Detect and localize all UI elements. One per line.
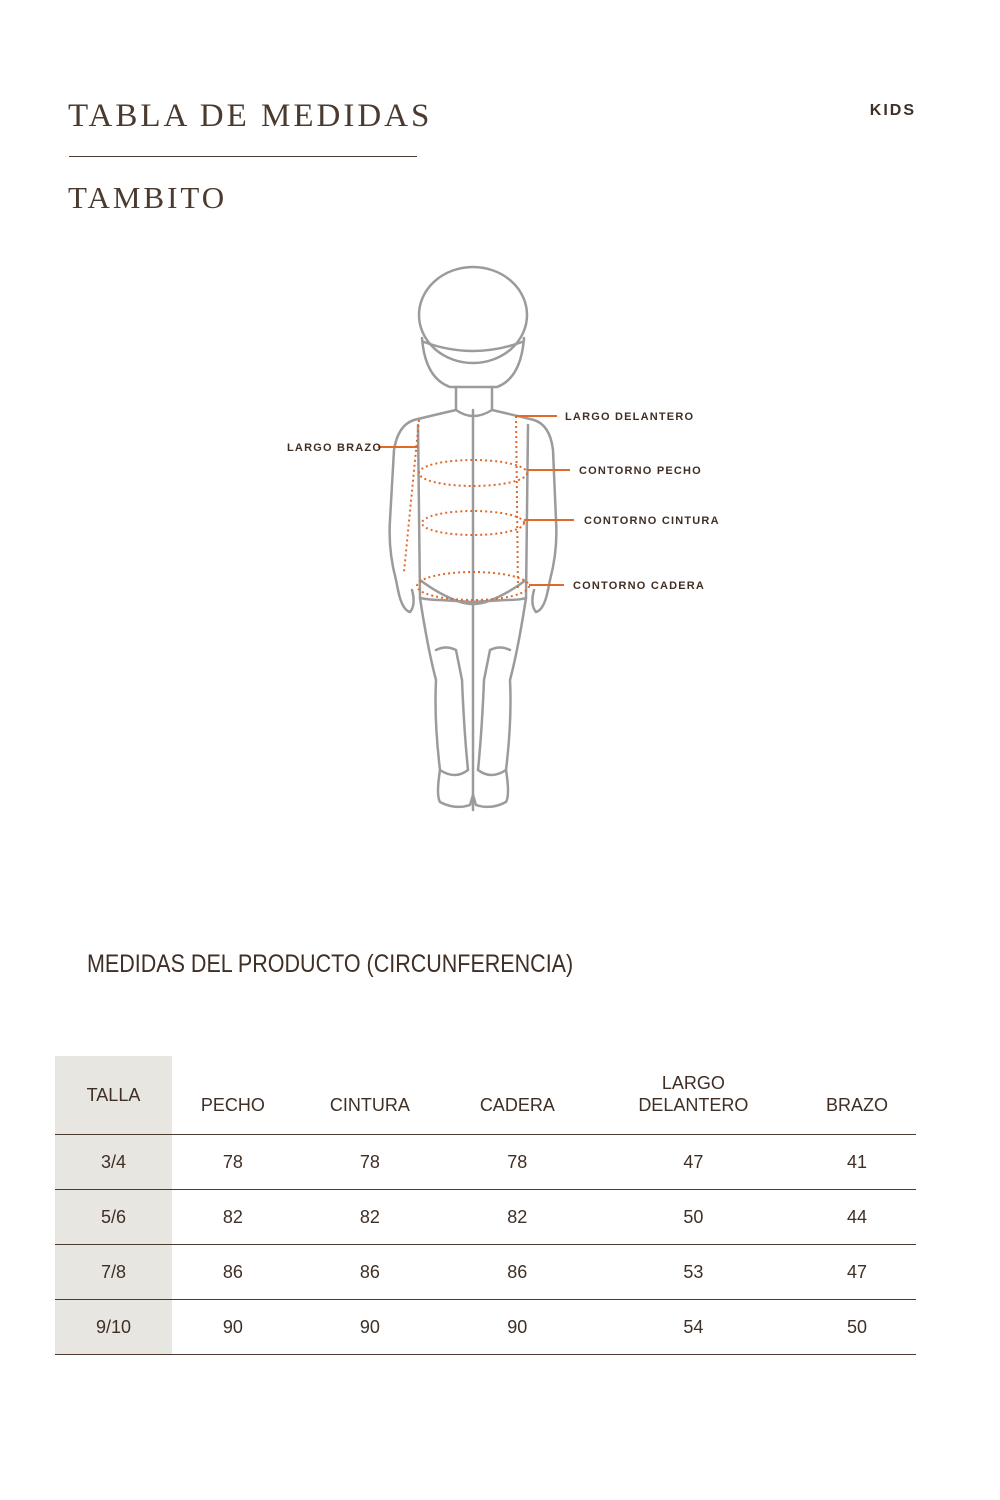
- cell-brazo: 44: [798, 1190, 916, 1245]
- cell-cadera: 78: [446, 1135, 589, 1190]
- body-outline: [390, 267, 557, 810]
- cell-cintura: 82: [294, 1190, 446, 1245]
- cell-cadera: 82: [446, 1190, 589, 1245]
- cell-cadera: 86: [446, 1245, 589, 1300]
- cell-brazo: 47: [798, 1245, 916, 1300]
- label-contorno-pecho: CONTORNO PECHO: [579, 465, 702, 477]
- table-row: [55, 1300, 916, 1355]
- cell-cintura: 86: [294, 1245, 446, 1300]
- header-talla: TALLA: [55, 1056, 172, 1135]
- table-header-row: [55, 1056, 916, 1135]
- measurement-guides: [378, 416, 574, 600]
- cell-largo-delantero: 47: [589, 1135, 798, 1190]
- cell-largo-delantero: 50: [589, 1190, 798, 1245]
- cell-pecho: 86: [172, 1245, 294, 1300]
- title-divider: [69, 156, 417, 157]
- cell-largo-delantero: 54: [589, 1300, 798, 1355]
- cell-talla: 3/4: [55, 1135, 172, 1190]
- cell-cadera: 90: [446, 1300, 589, 1355]
- category-label: KIDS: [869, 102, 916, 119]
- cell-brazo: 50: [798, 1300, 916, 1355]
- measurement-figure: [0, 250, 1000, 830]
- label-largo-delantero: LARGO DELANTERO: [565, 411, 695, 423]
- page-title: TABLA DE MEDIDAS: [68, 98, 433, 134]
- cell-pecho: 82: [172, 1190, 294, 1245]
- cell-talla: 9/10: [55, 1300, 172, 1355]
- cell-cintura: 90: [294, 1300, 446, 1355]
- cell-talla: 7/8: [55, 1245, 172, 1300]
- cell-largo-delantero: 53: [589, 1245, 798, 1300]
- size-table: [55, 1056, 916, 1355]
- table-row: [55, 1190, 916, 1245]
- cell-cintura: 78: [294, 1135, 446, 1190]
- header-cadera: CADERA: [479, 1095, 555, 1115]
- header-brazo: BRAZO: [825, 1095, 888, 1115]
- header-cintura: CINTURA: [329, 1095, 410, 1115]
- label-contorno-cadera: CONTORNO CADERA: [573, 580, 706, 592]
- label-contorno-cintura: CONTORNO CINTURA: [584, 515, 720, 527]
- cell-pecho: 90: [172, 1300, 294, 1355]
- table-title: MEDIDAS DEL PRODUCTO (CIRCUNFERENCIA): [87, 950, 574, 978]
- cell-talla: 5/6: [55, 1190, 172, 1245]
- header-pecho: PECHO: [200, 1095, 265, 1115]
- product-name: TAMBITO: [68, 180, 228, 215]
- child-body-diagram: [0, 250, 1000, 830]
- table-row: [55, 1245, 916, 1300]
- cell-brazo: 41: [798, 1135, 916, 1190]
- cell-pecho: 78: [172, 1135, 294, 1190]
- header-largo-delantero: LARGO DELANTERO: [638, 1073, 749, 1115]
- table-row: [55, 1135, 916, 1190]
- label-largo-brazo: LARGO BRAZO: [287, 442, 383, 454]
